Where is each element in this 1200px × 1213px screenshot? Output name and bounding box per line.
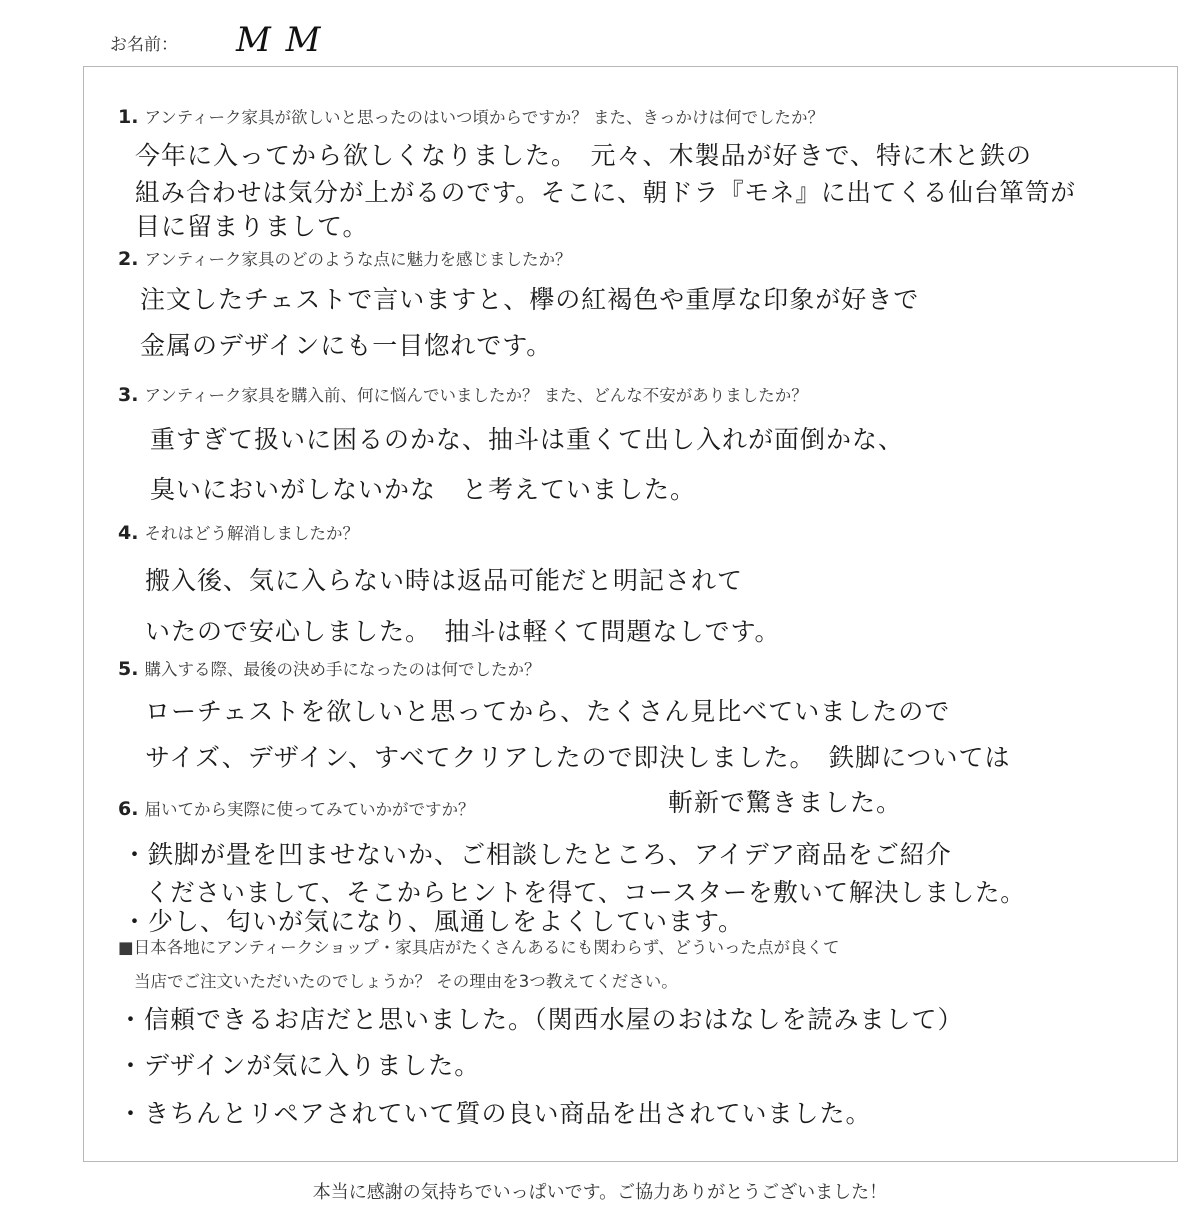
question-4 — [118, 520, 359, 544]
answer-1-line-3: 目に留まりまして。 — [135, 212, 369, 241]
question-number: 1. — [118, 106, 139, 128]
answer-4-line-2: いたので安心しました。 抽斗は軽くて問題なしです。 — [145, 617, 781, 646]
final-answer-line-3: ・きちんとリペアされていて質の良い商品を出されていました。 — [118, 1099, 872, 1128]
answer-1-line-2: 組み合わせは気分が上がるのです。そこに、朝ドラ『モネ』に出てくる仙台箪笥が — [135, 178, 1076, 207]
answer-3-line-2: 臭いにおいがしないかな と考えていました。 — [150, 475, 697, 504]
question-number: 2. — [118, 248, 139, 270]
answer-5-line-2: サイズ、デザイン、すべてクリアしたので即決しました。 鉄脚については — [145, 743, 1011, 772]
name-label: お名前： — [110, 35, 178, 55]
answer-2-line-2: 金属のデザインにも一目惚れです。 — [140, 331, 553, 360]
answer-6-line-1: ・鉄脚が畳を凹ませないか、ご相談したところ、アイデア商品をご紹介 — [122, 840, 952, 869]
answer-3-line-1: 重すぎて扱いに困るのかな、抽斗は重くて出し入れが面倒かな、 — [150, 425, 905, 454]
answer-5-line-3: 斬新で驚きました。 — [668, 788, 903, 817]
final-question-line-2: 当店でご注文いただいたのでしょうか？ その理由を3つ教えてください。 — [134, 972, 678, 991]
footer-thanks: 本当に感謝の気持ちでいっぱいです。ご協力ありがとうございました！ — [312, 1182, 888, 1203]
question-number: 3. — [118, 384, 139, 406]
question-number: 5. — [118, 658, 139, 680]
question-text: 届いてから実際に使ってみていかがですか？ — [144, 800, 475, 819]
final-answer-line-2: ・デザインが気に入りました。 — [118, 1051, 481, 1080]
question-text: アンティーク家具が欲しいと思ったのはいつ頃からですか？ また、きっかけは何でしたか？ — [144, 108, 825, 127]
final-question-line-1: ■日本各地にアンティークショップ・家具店がたくさんあるにも関わらず、どういった点が良くて — [118, 938, 840, 957]
question-number: 6. — [118, 798, 139, 820]
question-number: 4. — [118, 522, 139, 544]
question-2 — [118, 246, 571, 270]
question-text: それはどう解消しましたか？ — [144, 524, 359, 543]
answer-6-line-3: ・少し、匂いが気になり、風通しをよくしています。 — [122, 907, 745, 936]
question-1 — [118, 104, 824, 128]
question-text: アンティーク家具のどのような点に魅力を感じましたか？ — [144, 250, 572, 269]
name-value: M M — [236, 20, 323, 60]
answer-1-line-1: 今年に入ってから欲しくなりました。 元々、木製品が好きで、特に木と鉄の — [135, 141, 1033, 170]
answer-5-line-1: ローチェストを欲しいと思ってから、たくさん見比べていましたので — [145, 697, 951, 726]
answer-6-line-2: くださいまして、そこからヒントを得て、コースターを敷いて解決しました。 — [145, 878, 1026, 907]
final-answer-line-1: ・信頼できるお店だと思いました。（関西水屋のおはなしを読みまして） — [118, 1005, 964, 1034]
question-text: 購入する際、最後の決め手になったのは何でしたか？ — [144, 660, 541, 679]
answer-4-line-1: 搬入後、気に入らない時は返品可能だと明記されて — [145, 566, 744, 595]
question-text: アンティーク家具を購入前、何に悩んでいましたか？ また、どんな不安がありましたか？ — [144, 386, 808, 405]
question-3 — [118, 382, 808, 406]
question-5 — [118, 656, 540, 680]
question-6 — [118, 796, 474, 820]
answer-2-line-1: 注文したチェストで言いますと、欅の紅褐色や重厚な印象が好きで — [140, 285, 920, 314]
